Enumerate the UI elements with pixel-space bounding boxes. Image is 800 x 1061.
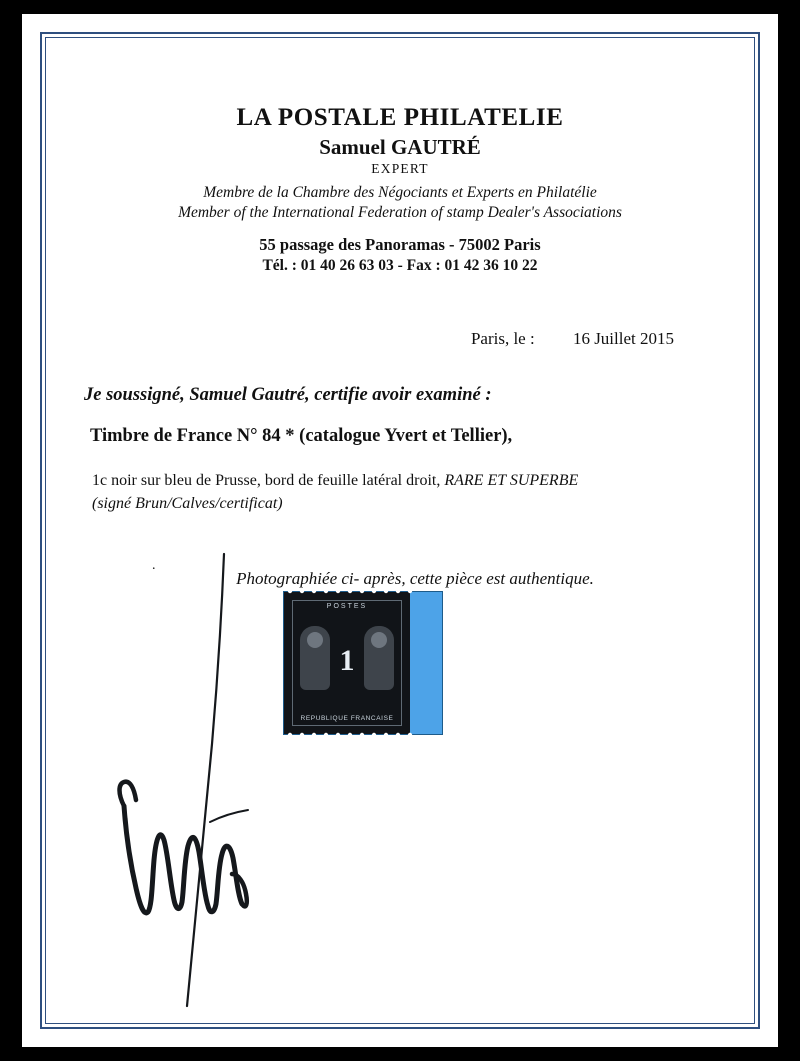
corner-ornament-top-left (40, 32, 57, 49)
perforation-bottom-icon (284, 731, 442, 736)
photo-note: Photographiée ci- après, cette pièce est authentique. (236, 569, 594, 589)
corner-ornament-bottom-right (743, 1012, 760, 1029)
firm-name: LA POSTALE PHILATELIE (236, 104, 564, 131)
corner-ornament-top-right (743, 32, 760, 49)
expert-title: EXPERT (371, 161, 429, 176)
stamp-printed-area (284, 592, 410, 734)
item-reference: Timbre de France N° 84 * (catalogue Yvert et Tellier), (90, 425, 513, 446)
address-line: 55 passage des Panoramas - 75002 Paris (259, 234, 541, 254)
date-label: Paris, le : (470, 328, 535, 348)
date-value: 16 Juillet 2015 (572, 328, 674, 348)
stamp-body (284, 592, 442, 734)
stamp-denomination: 1 (339, 644, 355, 677)
membership-line-en: Member of the International Federation of stamp Dealer's Associations (178, 204, 622, 222)
membership-line-fr: Membre de la Chambre des Négociants et Experts en Philatélie (203, 184, 597, 201)
certification-statement: Je soussigné, Samuel Gautré, certifie avoir examiné : (84, 384, 492, 405)
certificate-page (22, 14, 778, 1047)
corner-ornament-bottom-left (40, 1012, 57, 1029)
expert-name: Samuel GAUTRÉ (319, 135, 481, 159)
item-description-main: 1c noir sur bleu de Prusse, bord de feuille latéral droit, (92, 471, 445, 489)
phone-line: Tél. : 01 40 26 63 03 - Fax : 01 42 36 10 22 (262, 256, 538, 274)
stamp-top-label: POSTES (326, 603, 368, 610)
item-description-emphasis: RARE ET SUPERBE (444, 471, 579, 489)
dateline (68, 329, 732, 349)
letterhead (68, 104, 732, 275)
perforation-top-icon (284, 590, 442, 595)
certificate-content (68, 60, 732, 1001)
stamp-photograph (284, 592, 444, 736)
item-description (68, 469, 732, 515)
ink-dot-mark: . (152, 558, 156, 573)
item-description-second: (signé Brun/Calves/certificat) (92, 495, 283, 513)
stamp-bottom-label: REPUBLIQUE FRANCAISE (300, 715, 394, 722)
